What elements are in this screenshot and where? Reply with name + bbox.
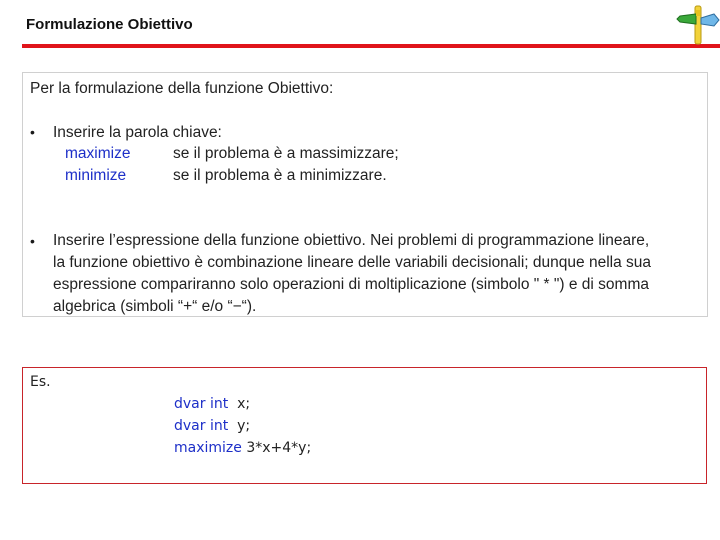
code-rest: x;	[237, 396, 251, 412]
code-keyword: maximize	[174, 440, 242, 456]
keyword-maximize: maximize	[65, 145, 131, 162]
page-title: Formulazione Obiettivo	[26, 16, 193, 33]
bullet-text: Inserire la parola chiave:	[53, 124, 222, 141]
code-type: int	[209, 396, 229, 412]
code-type: int	[209, 418, 229, 434]
code-line	[174, 418, 250, 434]
bullet-line: algebrica (simboli “+“ e/o “−“).	[53, 298, 257, 315]
bullet-line: Inserire l’espressione della funzione obiettivo. Nei problemi di programmazione lineare,	[53, 232, 650, 249]
code-line	[174, 440, 311, 456]
bullet-marker: •	[30, 124, 35, 140]
code-keyword: dvar	[174, 396, 206, 412]
intro-text: Per la formulazione della funzione Obiettivo:	[30, 80, 334, 97]
code-rest: 3*x+4*y;	[246, 440, 312, 456]
keyword-description: se il problema è a massimizzare;	[173, 145, 399, 162]
title-divider	[22, 44, 720, 48]
bullet-line: espressione compariranno solo operazioni di moltiplicazione (simbolo " * ") e di somma	[53, 276, 649, 293]
bullet-marker: •	[30, 233, 35, 249]
code-keyword: dvar	[174, 418, 206, 434]
code-rest: y;	[237, 418, 251, 434]
bullet-line: la funzione obiettivo è combinazione lineare delle variabili decisionali; dunque nella sua	[53, 254, 651, 271]
keyword-minimize: minimize	[65, 167, 127, 184]
code-line	[174, 396, 250, 412]
keyword-description: se il problema è a minimizzare.	[173, 167, 387, 184]
example-panel	[22, 367, 707, 484]
signpost-icon	[676, 4, 720, 46]
example-label: Es.	[30, 374, 51, 390]
